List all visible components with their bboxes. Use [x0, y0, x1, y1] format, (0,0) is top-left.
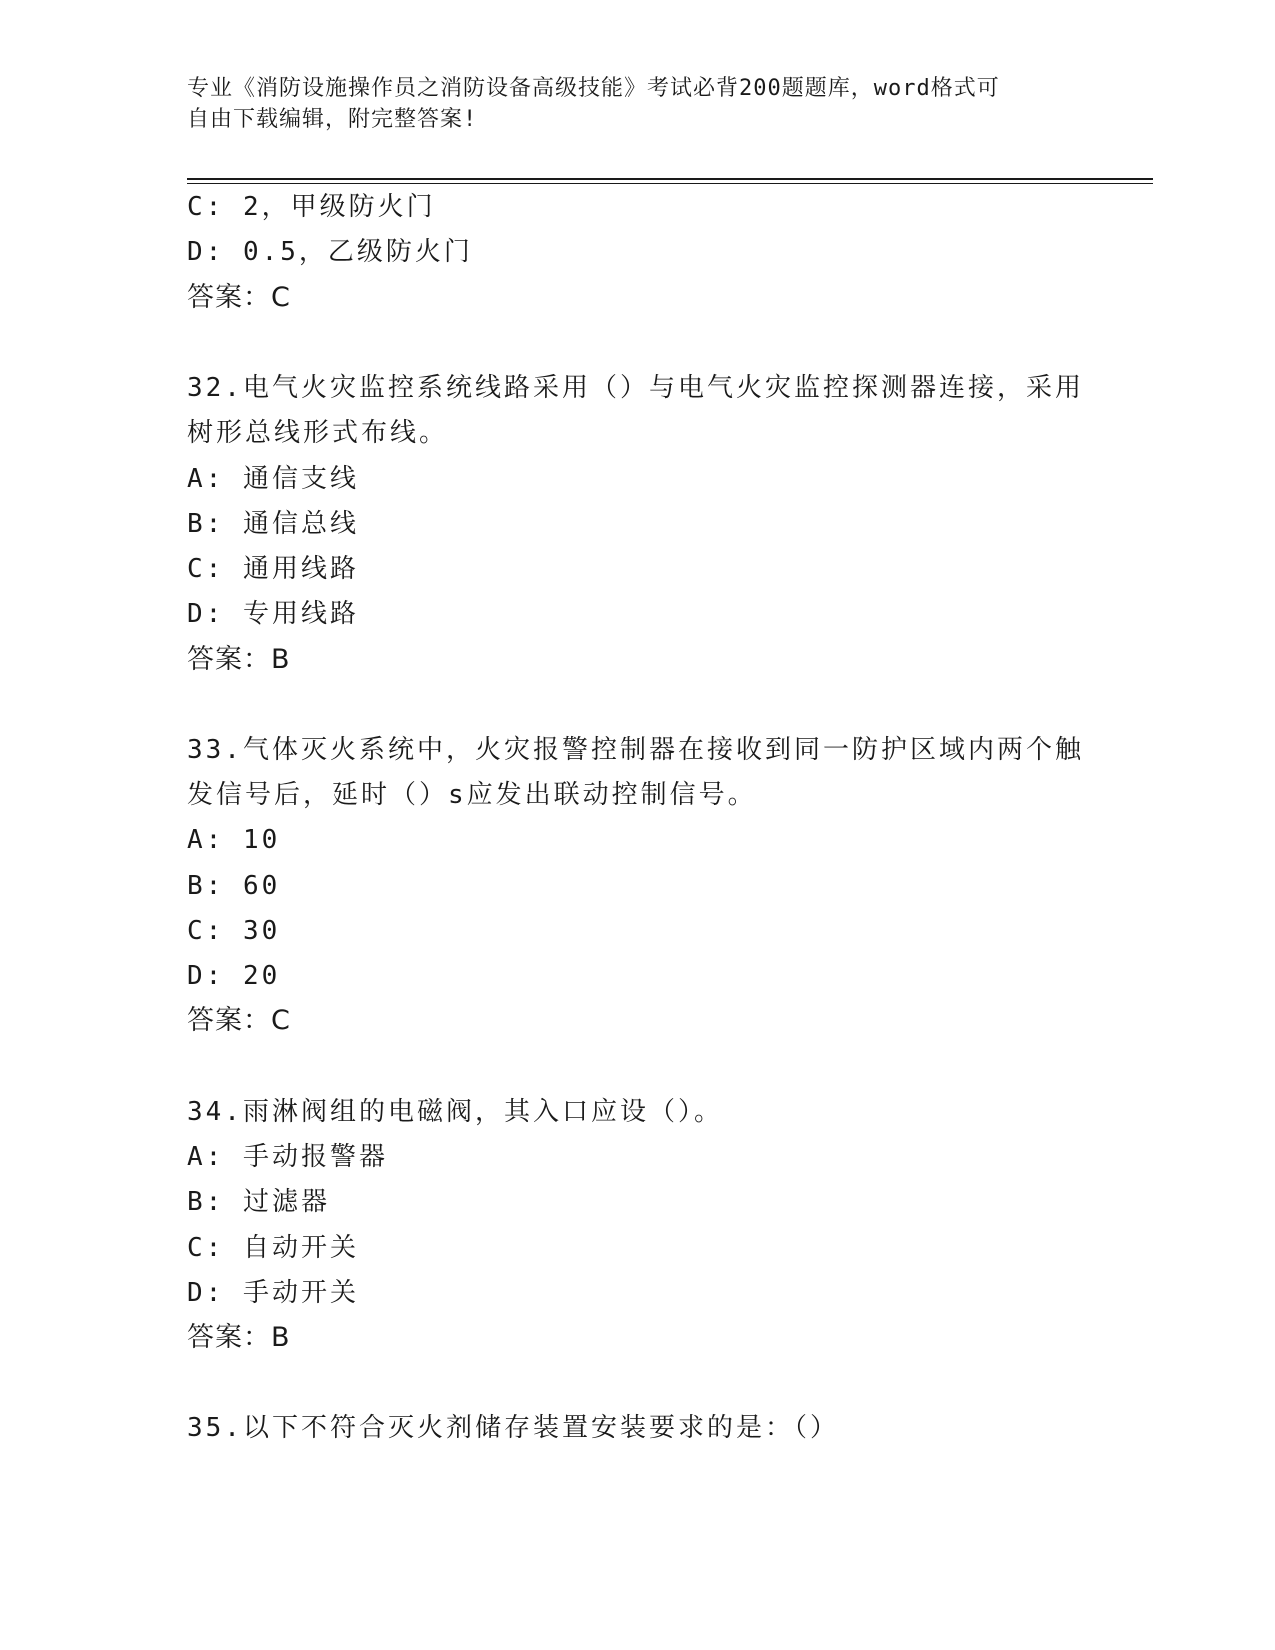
document-header	[187, 73, 1087, 135]
q32-option-c: C: 通用线路	[187, 554, 359, 584]
q32-stem-line-2: 树形总线形式布线。	[187, 418, 449, 448]
q33-option-d: D: 20	[187, 961, 281, 991]
q33-option-a: A: 10	[187, 825, 281, 855]
q34-option-b: B: 过滤器	[187, 1187, 330, 1217]
q33-stem-line-2: 发信号后，延时（）s应发出联动控制信号。	[187, 780, 757, 810]
q35-stem-line-1: 35.以下不符合灭火剂储存装置安装要求的是：（）	[187, 1413, 839, 1443]
q34-option-c: C: 自动开关	[187, 1233, 359, 1263]
q32-option-a: A: 通信支线	[187, 464, 359, 494]
q33-stem-line-1: 33.气体灭火系统中，火灾报警控制器在接收到同一防护区域内两个触	[187, 735, 1084, 765]
q32-option-b: B: 通信总线	[187, 509, 359, 539]
q32-stem-line-1: 32.电气火灾监控系统线路采用（）与电气火灾监控探测器连接，采用	[187, 373, 1084, 403]
q34-stem-line-1: 34.雨淋阀组的电磁阀，其入口应设（）。	[187, 1097, 723, 1127]
q34-answer: 答案：B	[187, 1322, 291, 1353]
header-line-2: 自由下载编辑，附完整答案!	[187, 107, 478, 132]
q34-option-d: D: 手动开关	[187, 1278, 359, 1308]
prev-option-c: C: 2，甲级防火门	[187, 192, 436, 222]
prev-answer: 答案：C	[187, 282, 291, 313]
q32-answer: 答案：B	[187, 644, 291, 675]
q32-option-d: D: 专用线路	[187, 599, 359, 629]
q33-option-c: C: 30	[187, 916, 281, 946]
header-divider-thin	[187, 183, 1153, 184]
header-line-1: 专业《消防设施操作员之消防设备高级技能》考试必背200题题库，word格式可	[187, 76, 1000, 101]
q34-option-a: A: 手动报警器	[187, 1142, 388, 1172]
header-divider-thick	[187, 178, 1153, 180]
q33-option-b: B: 60	[187, 871, 281, 901]
prev-option-d: D: 0.5，乙级防火门	[187, 237, 473, 267]
q33-answer: 答案：C	[187, 1005, 291, 1036]
